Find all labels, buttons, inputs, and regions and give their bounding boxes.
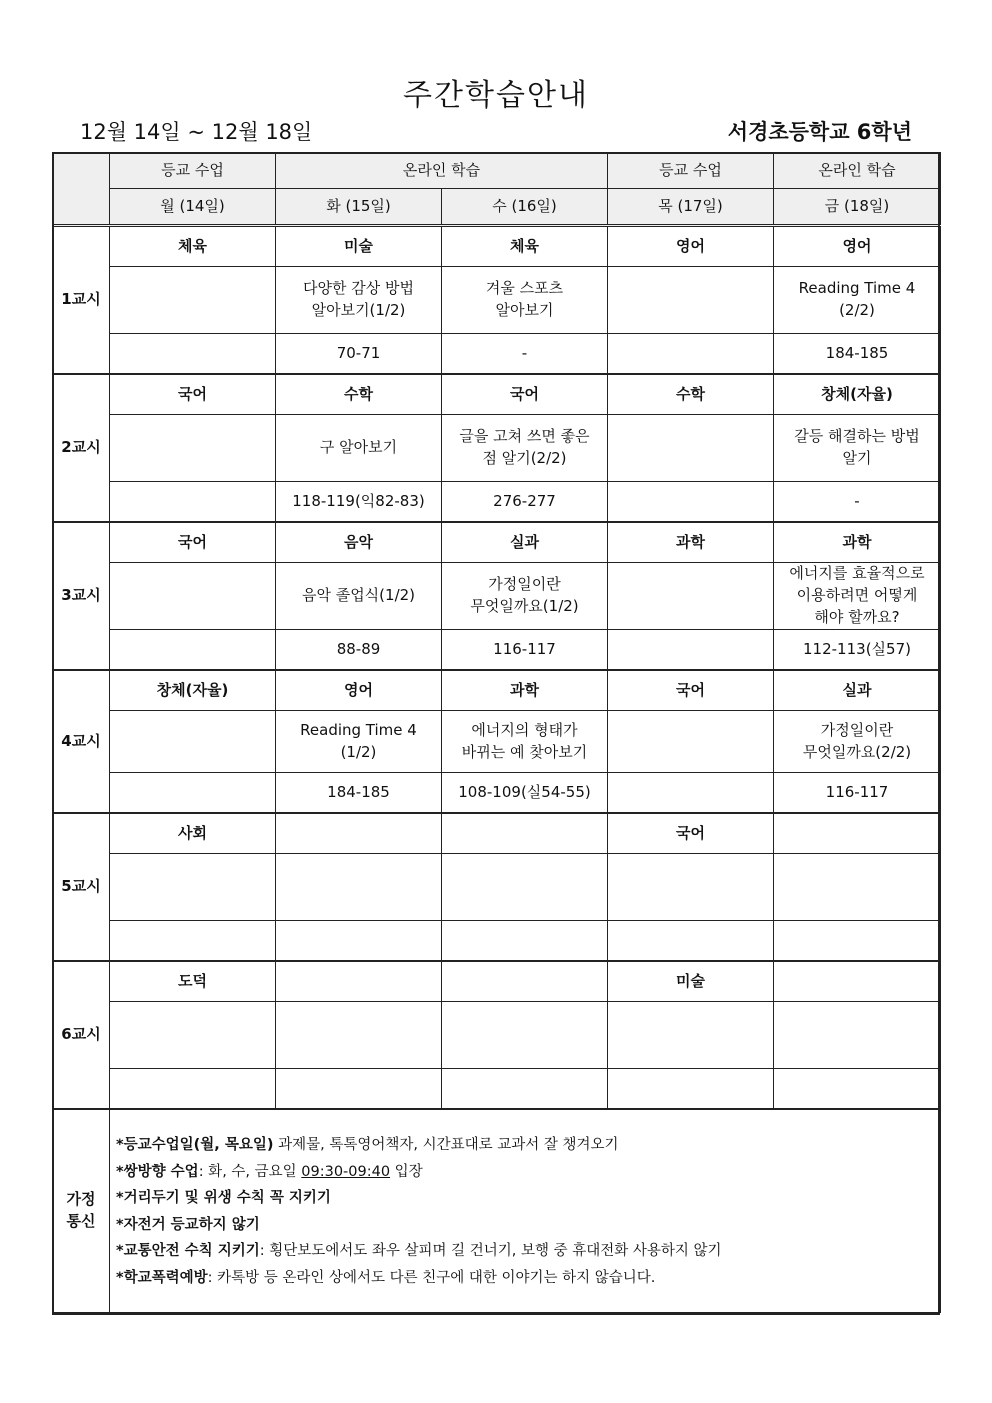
topic-cell	[110, 1002, 276, 1069]
page-cell	[608, 630, 774, 671]
notice-key: 교통안전 수칙 지키기	[123, 1243, 260, 1259]
topic-cell	[110, 711, 276, 773]
page-cell: 116-117	[442, 630, 608, 671]
period-topic-row	[53, 415, 941, 482]
topic-cell	[608, 854, 774, 921]
subject-cell: 도덕	[110, 961, 276, 1002]
page-cell: -	[442, 334, 608, 375]
header-day-cell: 목 (17일)	[608, 189, 774, 226]
notice-key: 쌍방향 수업	[123, 1163, 199, 1180]
notice-text-after: 입장	[390, 1163, 423, 1180]
period-page-row	[53, 630, 941, 671]
page-cell: 184-185	[276, 773, 442, 814]
period-label: 5교시	[53, 813, 110, 961]
subject-cell: 국어	[608, 670, 774, 711]
topic-cell	[110, 415, 276, 482]
topic-cell: Reading Time 4 (1/2)	[276, 711, 442, 773]
page-cell	[110, 921, 276, 962]
topic-cell: 가정일이란 무엇일까요(2/2)	[774, 711, 941, 773]
header-group-cell: 등교 수업	[608, 153, 774, 189]
page-cell	[276, 921, 442, 962]
subject-cell: 미술	[608, 961, 774, 1002]
subject-cell: 음악	[276, 522, 442, 563]
school-name: 서경초등학교 6학년	[727, 120, 912, 144]
bullet-icon: *	[116, 1137, 124, 1153]
subject-cell: 체육	[442, 226, 608, 267]
period-page-row	[53, 1069, 941, 1110]
notice-text: 과제물, 톡톡영어책자, 시간표대로 교과서 잘 챙겨오기	[273, 1137, 619, 1153]
page-cell	[110, 630, 276, 671]
period-label: 2교시	[53, 374, 110, 522]
page-cell	[774, 1069, 941, 1110]
subject-cell: 과학	[442, 670, 608, 711]
period-label: 3교시	[53, 522, 110, 670]
page-cell: 118-119(익82-83)	[276, 482, 442, 523]
notice-key: 자전거 등교하지 않기	[123, 1216, 260, 1233]
subject-cell: 수학	[276, 374, 442, 415]
period-label: 4교시	[53, 670, 110, 813]
subject-cell: 창체(자율)	[774, 374, 941, 415]
subject-cell: 사회	[110, 813, 276, 854]
notice-key: 학교폭력예방	[123, 1269, 208, 1286]
header-day-row	[53, 189, 941, 226]
bullet-icon: *	[116, 1243, 124, 1259]
notice-item	[116, 1132, 934, 1159]
page-cell	[608, 482, 774, 523]
topic-cell	[276, 854, 442, 921]
topic-cell	[608, 267, 774, 334]
topic-cell	[608, 711, 774, 773]
notice-time: 09:30-09:40	[301, 1163, 391, 1180]
page-cell: 116-117	[774, 773, 941, 814]
subject-cell: 창체(자율)	[110, 670, 276, 711]
subject-cell	[442, 961, 608, 1002]
period-page-row	[53, 334, 941, 375]
subject-cell: 영어	[774, 226, 941, 267]
period-topic-row	[53, 854, 941, 921]
topic-cell	[110, 854, 276, 921]
subject-cell: 국어	[110, 522, 276, 563]
topic-cell: Reading Time 4 (2/2)	[774, 267, 941, 334]
page-cell	[110, 773, 276, 814]
subject-cell: 실과	[442, 522, 608, 563]
page-cell	[608, 921, 774, 962]
bullet-icon: *	[116, 1163, 124, 1180]
page-cell: 108-109(실54-55)	[442, 773, 608, 814]
topic-cell: 에너지의 형태가 바뀌는 예 찾아보기	[442, 711, 608, 773]
subject-cell	[774, 813, 941, 854]
period-subject-row	[53, 813, 941, 854]
subject-cell: 미술	[276, 226, 442, 267]
header-group-row	[53, 153, 941, 189]
topic-cell	[110, 563, 276, 630]
period-topic-row	[53, 563, 941, 630]
date-range: 12월 14일 ~ 12월 18일	[80, 120, 313, 144]
notice-item	[116, 1265, 934, 1292]
subject-cell	[276, 961, 442, 1002]
subject-cell: 국어	[442, 374, 608, 415]
topic-cell: 겨울 스포츠 알아보기	[442, 267, 608, 334]
subject-cell	[442, 813, 608, 854]
topic-cell: 구 알아보기	[276, 415, 442, 482]
header-day-cell: 월 (14일)	[110, 189, 276, 226]
period-subject-row	[53, 226, 941, 267]
topic-cell	[774, 1002, 941, 1069]
page-cell: -	[774, 482, 941, 523]
page-cell: 112-113(실57)	[774, 630, 941, 671]
notice-text: : 화, 수, 금요일	[198, 1163, 302, 1180]
topic-cell: 에너지를 효율적으로 이용하려면 어떻게 해야 할까요?	[774, 563, 941, 630]
header-day-cell: 화 (15일)	[276, 189, 442, 226]
topic-cell	[608, 415, 774, 482]
bullet-icon: *	[116, 1269, 124, 1286]
period-page-row	[53, 921, 941, 962]
page-cell	[608, 334, 774, 375]
page-cell	[442, 1069, 608, 1110]
topic-cell	[442, 1002, 608, 1069]
page-cell	[110, 334, 276, 375]
notices-row	[53, 1109, 941, 1312]
notice-item	[116, 1185, 934, 1212]
subject-cell: 국어	[110, 374, 276, 415]
page-cell: 88-89	[276, 630, 442, 671]
period-subject-row	[53, 670, 941, 711]
period-page-row	[53, 773, 941, 814]
notices-label: 가정 통신	[53, 1109, 110, 1312]
topic-cell: 글을 고쳐 쓰면 좋은 점 알기(2/2)	[442, 415, 608, 482]
header-day-cell: 수 (16일)	[442, 189, 608, 226]
topic-cell	[276, 1002, 442, 1069]
period-subject-row	[53, 374, 941, 415]
period-label: 1교시	[53, 226, 110, 375]
page-cell	[774, 921, 941, 962]
page-title: 주간학습안내	[403, 78, 589, 113]
notices-list	[110, 1109, 941, 1312]
period-label: 6교시	[53, 961, 110, 1109]
subject-cell: 수학	[608, 374, 774, 415]
header-group-cell: 온라인 학습	[774, 153, 941, 189]
notice-item	[116, 1212, 934, 1239]
page-cell: 70-71	[276, 334, 442, 375]
page-cell: 184-185	[774, 334, 941, 375]
period-subject-row	[53, 522, 941, 563]
bullet-icon: *	[116, 1190, 124, 1206]
page-cell	[110, 1069, 276, 1110]
page-cell	[608, 1069, 774, 1110]
topic-cell	[442, 854, 608, 921]
period-subject-row	[53, 961, 941, 1002]
weekly-schedule-table	[52, 152, 941, 1313]
topic-cell	[774, 854, 941, 921]
notice-item	[116, 1159, 934, 1186]
topic-cell	[608, 1002, 774, 1069]
topic-cell: 갈등 해결하는 방법 알기	[774, 415, 941, 482]
topic-cell: 음악 졸업식(1/2)	[276, 563, 442, 630]
subject-cell	[276, 813, 442, 854]
notice-item	[116, 1238, 934, 1265]
subject-cell: 실과	[774, 670, 941, 711]
topic-cell	[608, 563, 774, 630]
period-topic-row	[53, 711, 941, 773]
subject-cell: 과학	[608, 522, 774, 563]
subject-cell: 영어	[276, 670, 442, 711]
bullet-icon: *	[116, 1216, 124, 1233]
page-cell	[276, 1069, 442, 1110]
subject-cell: 체육	[110, 226, 276, 267]
period-page-row	[53, 482, 941, 523]
header-group-cell: 온라인 학습	[276, 153, 608, 189]
period-topic-row	[53, 1002, 941, 1069]
header-day-cell: 금 (18일)	[774, 189, 941, 226]
notice-text: : 횡단보도에서도 좌우 살피며 길 건너기, 보행 중 휴대전화 사용하지 않기	[259, 1243, 722, 1259]
subject-cell: 영어	[608, 226, 774, 267]
page-cell: 276-277	[442, 482, 608, 523]
topic-cell: 다양한 감상 방법 알아보기(1/2)	[276, 267, 442, 334]
header-group-cell: 등교 수업	[110, 153, 276, 189]
notice-key: 거리두기 및 위생 수칙 꼭 지키기	[123, 1190, 331, 1206]
page-cell	[608, 773, 774, 814]
subject-cell	[774, 961, 941, 1002]
subject-cell: 과학	[774, 522, 941, 563]
period-topic-row	[53, 267, 941, 334]
topic-cell	[110, 267, 276, 334]
notice-key: 등교수업일(월, 목요일)	[123, 1137, 274, 1153]
page-cell	[442, 921, 608, 962]
notice-text: : 카톡방 등 온라인 상에서도 다른 친구에 대한 이야기는 하지 않습니다.	[207, 1269, 656, 1286]
topic-cell: 가정일이란 무엇일까요(1/2)	[442, 563, 608, 630]
header-corner	[53, 153, 110, 226]
subject-cell: 국어	[608, 813, 774, 854]
page-cell	[110, 482, 276, 523]
